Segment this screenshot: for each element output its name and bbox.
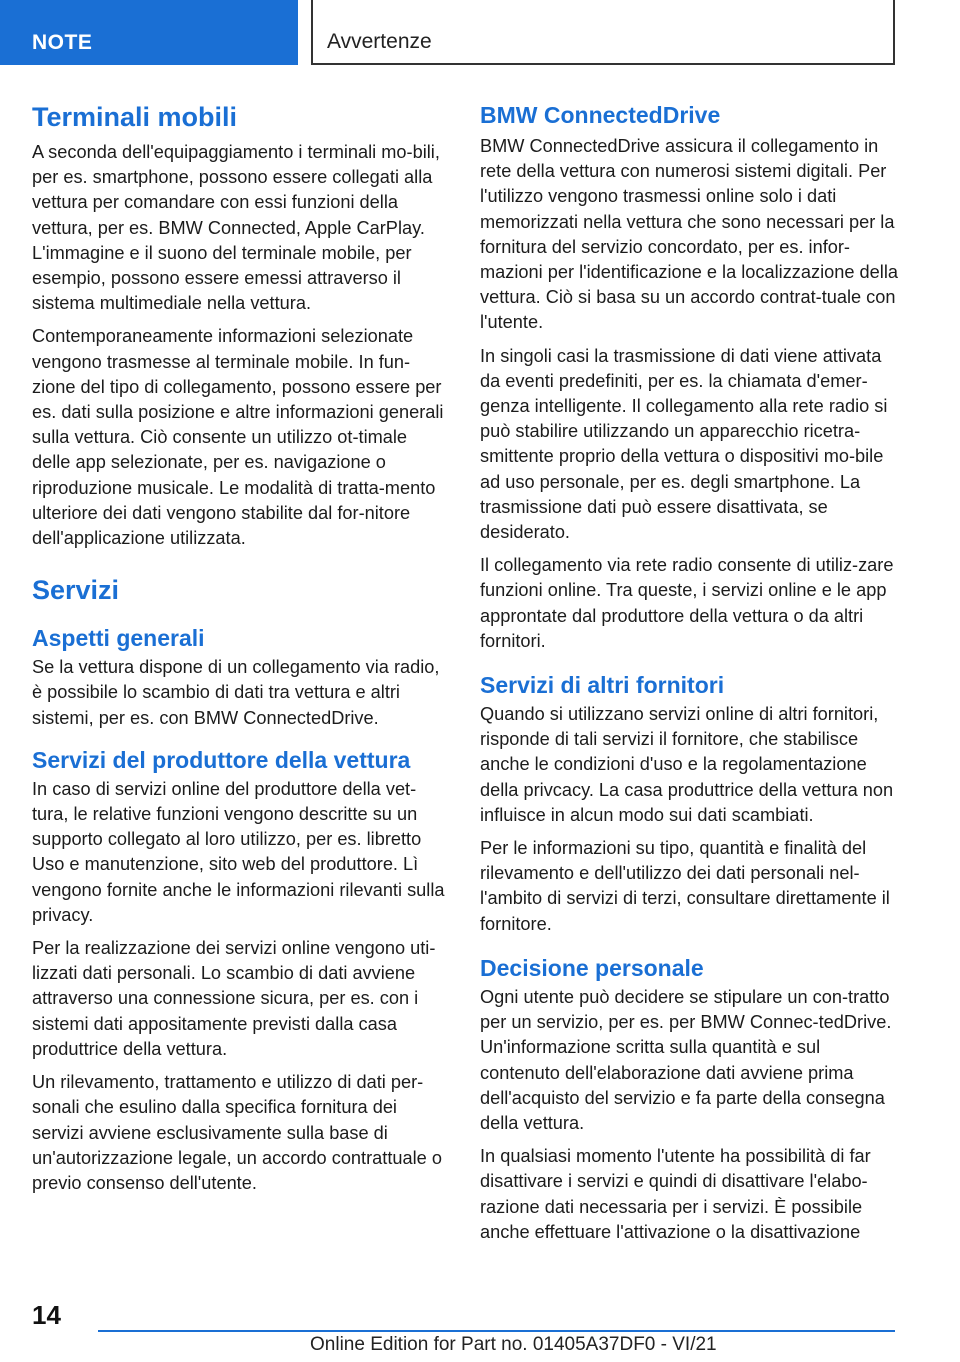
paragraph: Ogni utente può decidere se stipulare un con-tratto per un servizio, per es. per BMW Connec-tedDrive. Un'informazione scritta sulla quantità e sul contenuto dell'elaborazione dati avviene prima dell'acquisto del servizio e fa parte della consegna della vettura.: [480, 986, 892, 1133]
chapter-title: Avvertenze: [311, 0, 895, 65]
footer-edition-text: Online Edition for Part no. 01405A37DF0 - VI/21: [310, 1334, 717, 1355]
paragraph: A seconda dell'equipaggiamento i terminali mo-bili, per es. smartphone, possono essere collegati alla vettura per comandare con essi funzioni della vettura, per es. BMW Connected, Apple CarPlay. L'immagine e il suono del terminale mobile, per esempio, possono essere emessi attraverso il sistema multimediale nella vettura.: [32, 142, 440, 314]
section-tab: NOTE: [0, 0, 298, 65]
left-column: [32, 100, 450, 1204]
paragraph: Per le informazioni su tipo, quantità e finalità del rilevamento e dell'utilizzo dei dati personali nel-l'ambito di servizi di terzi, consultare direttamente il fornitore.: [480, 838, 890, 934]
paragraph: Quando si utilizzano servizi online di altri fornitori, risponde di tali servizi il fornitore, che stabilisce anche le condizioni d'uso e la regolamentazione della privcacy. La casa produttrice della vettura non influisce in alcun modo sui dati scambiati.: [480, 704, 894, 825]
paragraph: BMW ConnectedDrive assicura il collegamento in rete della vettura con numerosi sistemi digitali. Per l'utilizzo vengono trasmessi online solo i dati memorizzati nella vettura che sono necessari per la fornitura del servizio concordato, per es. infor-mazioni per l'identificazione e la localizzazione della vettura. Ciò si basa su un accordo contrat-tuale con l'utente.: [480, 136, 898, 333]
heading-bmw-connecteddrive: BMW ConnectedDrive: [480, 102, 721, 128]
heading-terminali-mobili: Terminali mobili: [32, 102, 238, 132]
page-number: 14: [32, 1300, 61, 1330]
paragraph: In qualsiasi momento l'utente ha possibilità di far disattivare i servizi e quindi di disattivare l'elabo-razione dati necessaria per i servizi. È possibile anche effettuare l'attivazione o la disattivazione: [480, 1146, 871, 1242]
paragraph: In singoli casi la trasmissione di dati viene attivata da eventi predefiniti, per es. la chiamata d'emer-genza intelligente. Il collegamento alla rete radio si può stabilire utilizzando un apparecchio ricetra-smittente proprio della vettura o dispositivi mo-bile ad uso personale, per es. degli smartphone. La trasmissione dati può essere disattivata, se desiderato.: [480, 345, 888, 543]
paragraph: Un rilevamento, trattamento e utilizzo di dati per-sonali che esulino dalla specifica fornitura dei servizi avviene esclusivamente sulla base di un'autorizzazione legale, un accordo contrattuale o previo consenso dell'utente.: [32, 1072, 442, 1193]
paragraph: Contemporaneamente informazioni selezionate vengono trasmesse al terminale mobile. In fun-zione del tipo di collegamento, possono essere per es. dati sulla posizione e altre informazioni generali sulla vettura. Ciò consente un utilizzo ot-timale delle app selezionate, per es. navigazione o riproduzione musicale. Le modalità di tratta-mento ulteriore dei dati vengono stabilite dal for-nitore dell'applicazione utilizzata.: [32, 326, 444, 549]
paragraph: In caso di servizi online del produttore della vet-tura, le relative funzioni vengono descritte su un supporto collegato al loro utilizzo, per es. libretto Uso e manutenzione, sito web del produttore. Lì vengono fornite anche le informazioni rilevanti sulla privacy.: [32, 778, 445, 925]
footer-divider: [98, 1330, 895, 1332]
paragraph: Il collegamento via rete radio consente di utiliz-zare funzioni online. Tra queste, i servizi online e le app approntate dal produttore della vettura o da altri fornitori.: [480, 555, 894, 651]
heading-servizi-altri-fornitori: Servizi di altri fornitori: [480, 672, 725, 699]
paragraph: Se la vettura dispone di un collegamento via radio, è possibile lo scambio di dati tra vettura e altri sistemi, per es. con BMW ConnectedDrive.: [32, 657, 440, 728]
heading-decisione-personale: Decisione personale: [480, 954, 704, 981]
heading-servizi: Servizi: [32, 575, 120, 606]
right-column: [480, 100, 898, 1253]
paragraph: Per la realizzazione dei servizi online vengono uti-lizzati dati personali. Lo scambio di dati avviene attraverso una connessione sicura, per es. con i sistemi dati appositamente previsti dalla casa produttrice della vettura.: [32, 938, 436, 1059]
heading-aspetti-generali: Aspetti generali: [32, 625, 205, 652]
heading-servizi-produttore: Servizi del produttore della vettura: [32, 746, 411, 773]
